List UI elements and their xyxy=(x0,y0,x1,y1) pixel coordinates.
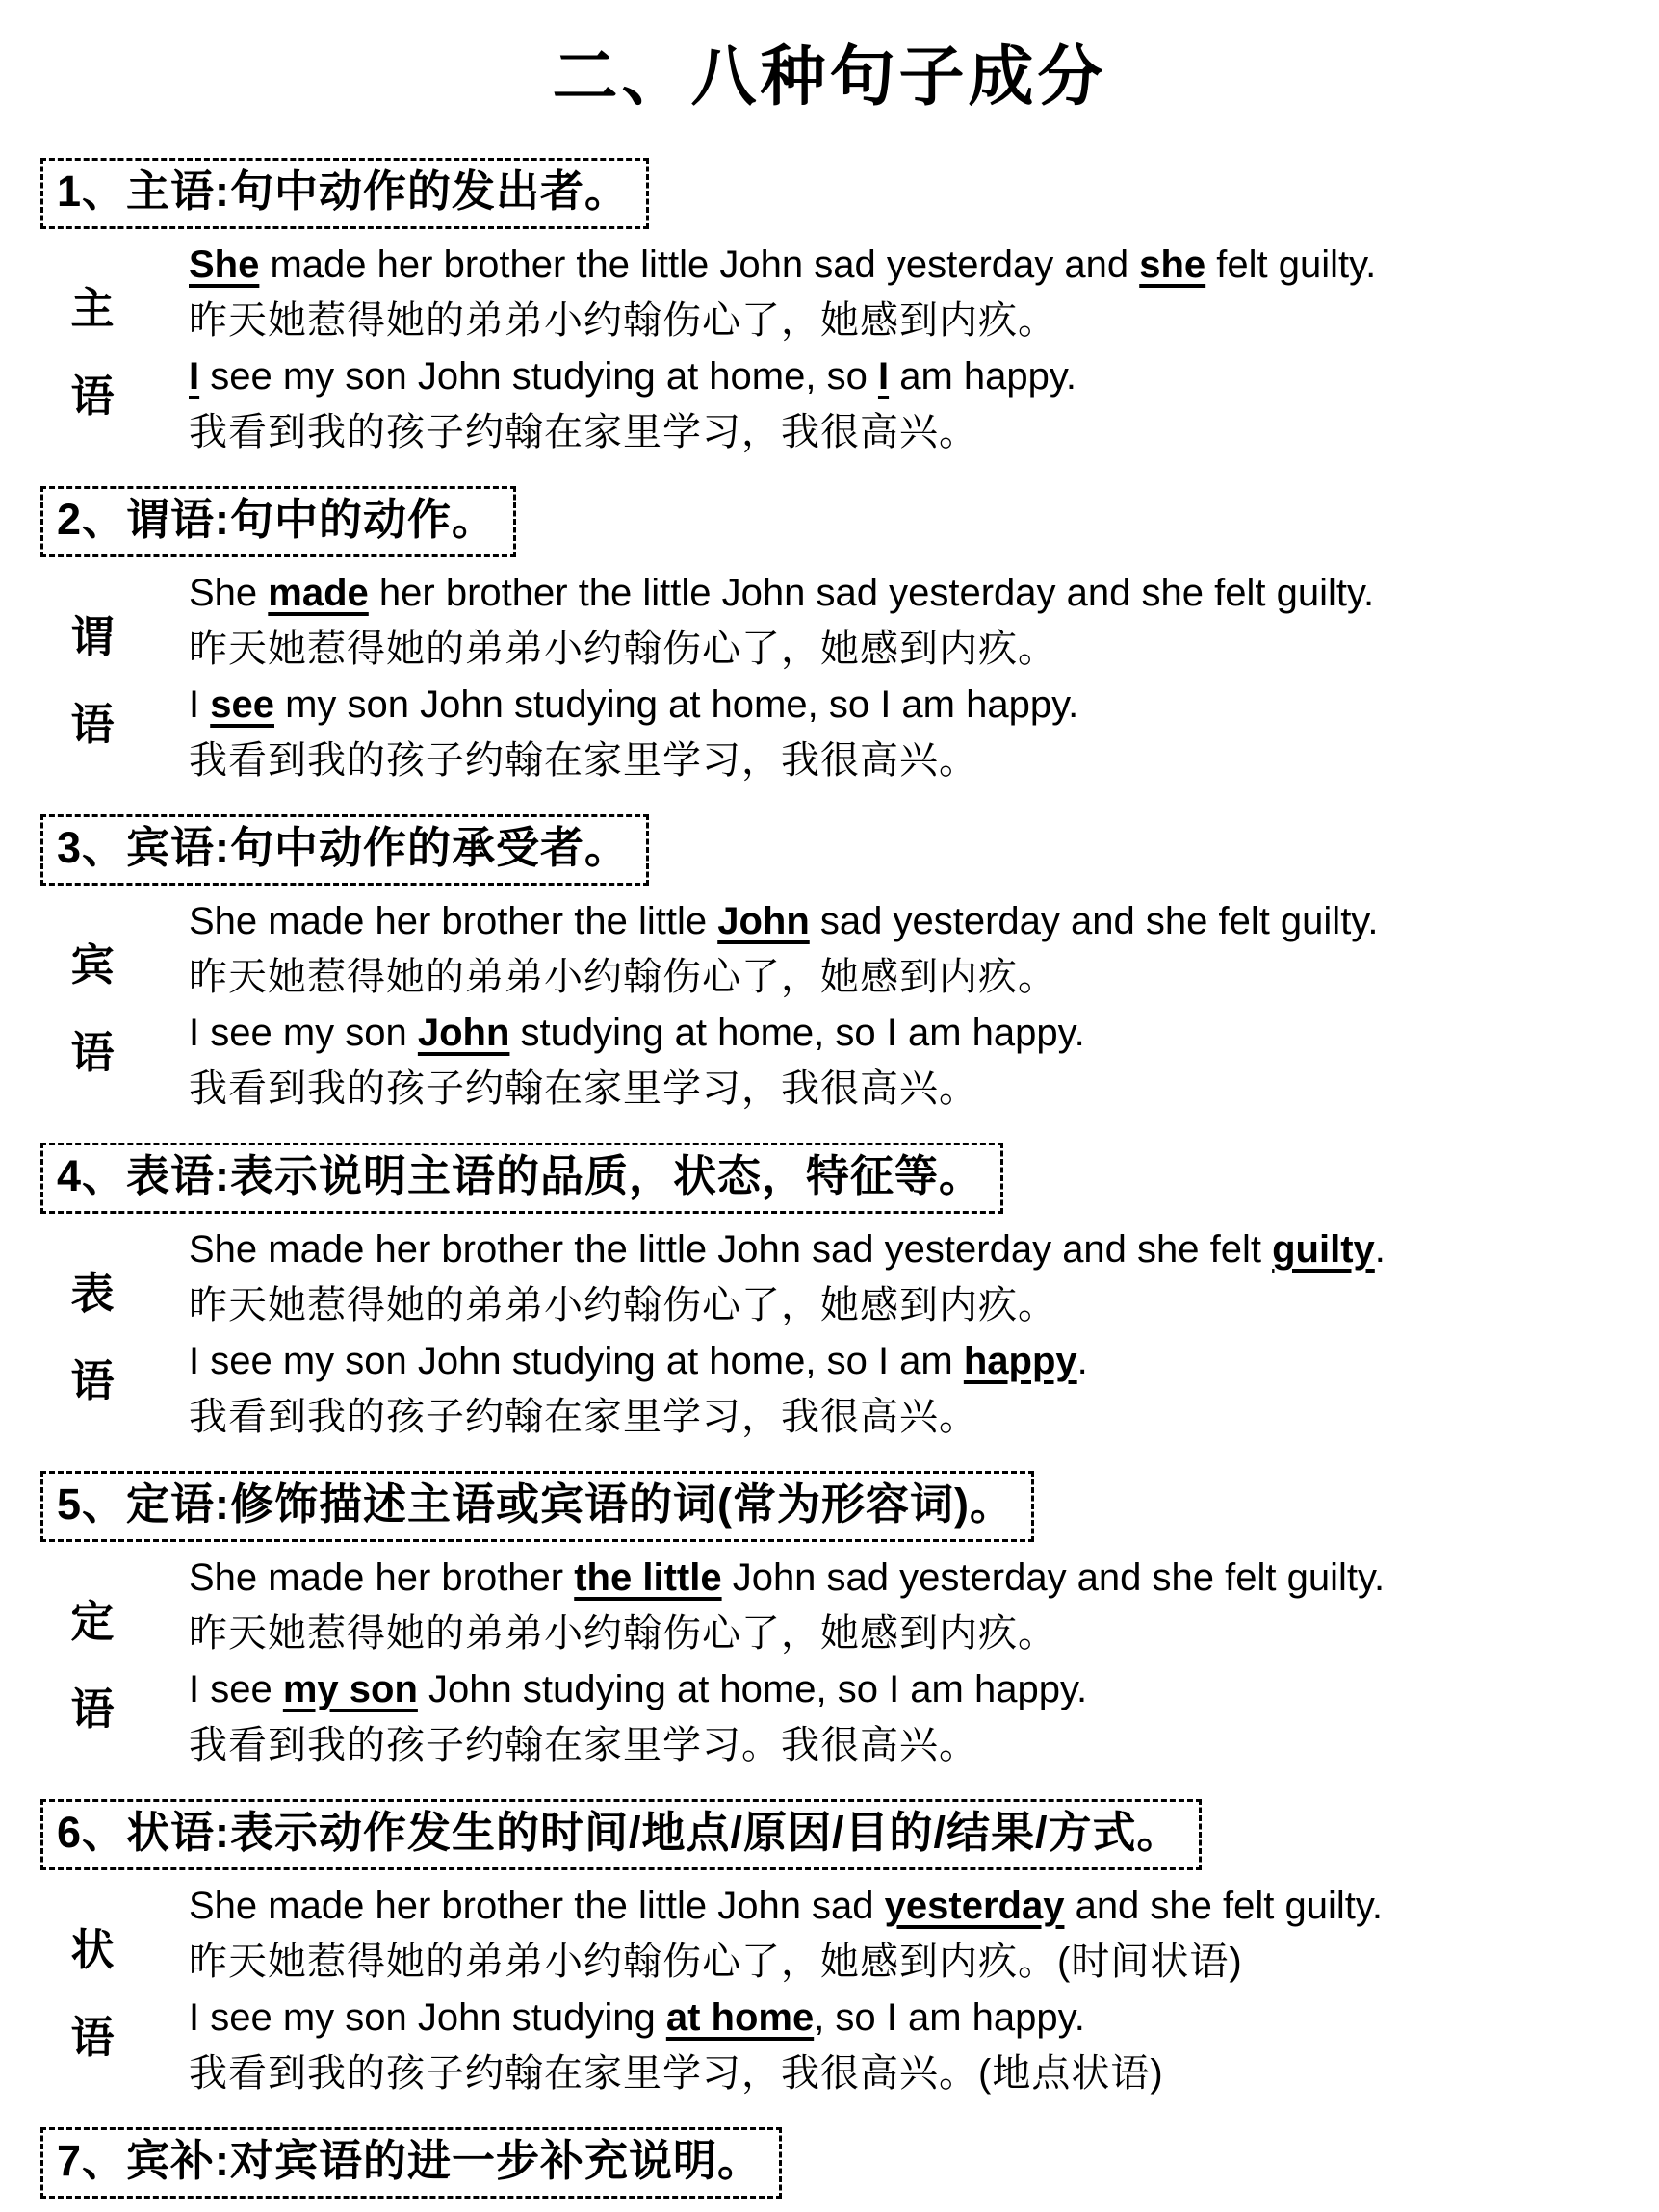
example-line-zh xyxy=(189,1717,1640,1773)
emphasized-word: made xyxy=(268,572,369,614)
side-label-char: 表 xyxy=(70,1269,115,1318)
plain-text: John studying at home, so I am happy. xyxy=(417,1668,1088,1710)
side-label-char: 谓 xyxy=(70,612,115,661)
example-lines xyxy=(189,1878,1640,2101)
plain-text: I see my son John studying at home, so I am xyxy=(189,1340,964,1382)
section-header-box: 6、状语:表示动作发生的时间/地点/原因/目的/结果/方式。 xyxy=(40,1799,1202,1870)
example-line-zh xyxy=(189,293,1640,348)
plain-text: . xyxy=(1374,1228,1386,1271)
emphasized-word: she xyxy=(1139,244,1206,286)
plain-text: 我看到我的孩子约翰在家里学习，我很高兴。 xyxy=(189,1067,978,1110)
side-label-char: 语 xyxy=(70,372,115,421)
section-header-box: 2、谓语:句中的动作。 xyxy=(40,486,516,557)
section-predicative xyxy=(0,1143,1659,1445)
example-line-en xyxy=(189,1990,1640,2045)
sections-list xyxy=(0,158,1659,2199)
emphasized-word: the little xyxy=(574,1556,722,1599)
plain-text: 我看到我的孩子约翰在家里学习。我很高兴。 xyxy=(189,1724,978,1766)
example-line-zh xyxy=(189,949,1640,1005)
side-label-char: 主 xyxy=(70,284,115,333)
emphasized-word: happy xyxy=(963,1340,1077,1382)
example-lines xyxy=(189,893,1640,1117)
plain-text: 昨天她惹得她的弟弟小约翰伤心了，她感到内疚。 xyxy=(189,1612,1057,1655)
section-header-box: 3、宾语:句中动作的承受者。 xyxy=(40,814,649,886)
plain-text: John sad yesterday and she felt guilty. xyxy=(721,1556,1386,1599)
emphasized-word: see xyxy=(210,683,274,726)
example-lines xyxy=(189,1222,1640,1445)
plain-text: 我看到我的孩子约翰在家里学习，我很高兴。 xyxy=(189,739,978,782)
example-line-zh xyxy=(189,1389,1640,1445)
section-side-label xyxy=(0,565,185,788)
side-label-char: 语 xyxy=(70,2013,115,2062)
example-line-en xyxy=(189,565,1640,621)
example-lines xyxy=(189,237,1640,460)
example-line-en xyxy=(189,1333,1640,1389)
section-content xyxy=(0,1550,1659,1773)
side-label-char: 语 xyxy=(70,1356,115,1405)
plain-text: 我看到我的孩子约翰在家里学习，我很高兴。 xyxy=(189,411,978,453)
section-header-box: 4、表语:表示说明主语的品质，状态，特征等。 xyxy=(40,1143,1003,1214)
section-header-box: 1、主语:句中动作的发出者。 xyxy=(40,158,649,229)
section-content xyxy=(0,1222,1659,1445)
example-line-zh xyxy=(189,404,1640,460)
example-line-zh xyxy=(189,621,1640,677)
emphasized-word: my son xyxy=(282,1668,418,1710)
section-subject xyxy=(0,158,1659,460)
example-line-en xyxy=(189,677,1640,733)
plain-text: 昨天她惹得她的弟弟小约翰伤心了，她感到内疚。 xyxy=(189,299,1057,342)
section-adverbial xyxy=(0,1799,1659,2101)
example-line-zh xyxy=(189,1934,1640,1990)
plain-text: . xyxy=(1076,1340,1088,1382)
plain-text: studying at home, so I am happy. xyxy=(509,1012,1085,1054)
plain-text: my son John studying at home, so I am happy. xyxy=(273,683,1079,726)
page-title: 二、八种句子成分 xyxy=(552,40,1107,114)
emphasized-word: John xyxy=(717,900,810,942)
plain-text: 我看到我的孩子约翰在家里学习，我很高兴。(地点状语) xyxy=(189,2052,1164,2095)
emphasized-word: I xyxy=(189,355,200,398)
section-header-box: 5、定语:修饰描述主语或宾语的词(常为形容词)。 xyxy=(40,1471,1034,1542)
side-label-char: 定 xyxy=(70,1597,115,1646)
plain-text: She made her brother the little John sad yesterday and she felt xyxy=(189,1228,1273,1271)
section-content xyxy=(0,893,1659,1117)
plain-text: I xyxy=(189,683,211,726)
section-side-label xyxy=(0,893,185,1117)
emphasized-word: yesterday xyxy=(884,1885,1065,1927)
section-side-label xyxy=(0,1550,185,1773)
plain-text: She made her brother the little John sad xyxy=(189,1885,885,1927)
emphasized-word: She xyxy=(189,244,260,286)
example-line-zh xyxy=(189,733,1640,788)
example-line-en xyxy=(189,1550,1640,1606)
section-content xyxy=(0,565,1659,788)
side-label-char: 语 xyxy=(70,1685,115,1734)
plain-text: 昨天她惹得她的弟弟小约翰伤心了，她感到内疚。 xyxy=(189,1284,1057,1326)
example-lines xyxy=(189,565,1640,788)
emphasized-word: at home xyxy=(665,1996,815,2039)
plain-text: She made her brother xyxy=(189,1556,575,1599)
plain-text: 昨天她惹得她的弟弟小约翰伤心了，她感到内疚。 xyxy=(189,628,1057,670)
section-predicate xyxy=(0,486,1659,788)
example-line-en xyxy=(189,1222,1640,1277)
section-header-box: 7、宾补:对宾语的进一步补充说明。 xyxy=(40,2127,782,2199)
plain-text: felt guilty. xyxy=(1205,244,1377,286)
emphasized-word: I xyxy=(877,355,890,398)
section-content xyxy=(0,1878,1659,2101)
section-side-label xyxy=(0,1222,185,1445)
example-line-en xyxy=(189,1878,1640,1934)
example-line-en xyxy=(189,893,1640,949)
plain-text: her brother the little John sad yesterday and she felt guilty. xyxy=(368,572,1375,614)
section-object xyxy=(0,814,1659,1117)
example-line-en xyxy=(189,237,1640,293)
example-line-zh xyxy=(189,1061,1640,1117)
emphasized-word: John xyxy=(417,1012,510,1054)
side-label-char: 语 xyxy=(70,700,115,749)
plain-text: 昨天她惹得她的弟弟小约翰伤心了，她感到内疚。 xyxy=(189,956,1057,998)
plain-text: and she felt guilty. xyxy=(1064,1885,1384,1927)
section-side-label xyxy=(0,1878,185,2101)
plain-text: , so I am happy. xyxy=(814,1996,1085,2039)
example-line-en xyxy=(189,1661,1640,1717)
example-line-en xyxy=(189,1005,1640,1061)
plain-text: see my son John studying at home, so xyxy=(199,355,878,398)
plain-text: She xyxy=(189,572,269,614)
example-line-zh xyxy=(189,2045,1640,2101)
plain-text: am happy. xyxy=(889,355,1076,398)
section-side-label xyxy=(0,237,185,460)
example-line-zh xyxy=(189,1606,1640,1661)
plain-text: made her brother the little John sad yesterday and xyxy=(259,244,1140,286)
plain-text: I see my son xyxy=(189,1012,418,1054)
example-line-en xyxy=(189,348,1640,404)
section-object-complement xyxy=(0,2127,1659,2199)
side-label-char: 宾 xyxy=(70,940,115,990)
section-content xyxy=(0,237,1659,460)
example-lines xyxy=(189,1550,1640,1773)
plain-text: sad yesterday and she felt guilty. xyxy=(809,900,1379,942)
plain-text: 昨天她惹得她的弟弟小约翰伤心了，她感到内疚。(时间状语) xyxy=(189,1941,1243,1983)
side-label-char: 语 xyxy=(70,1028,115,1077)
example-line-zh xyxy=(189,1277,1640,1333)
section-attributive xyxy=(0,1471,1659,1773)
plain-text: I see my son John studying xyxy=(189,1996,666,2039)
plain-text: I see xyxy=(189,1668,283,1710)
plain-text: 我看到我的孩子约翰在家里学习，我很高兴。 xyxy=(189,1396,978,1438)
plain-text: She made her brother the little xyxy=(189,900,718,942)
emphasized-word: guilty xyxy=(1272,1228,1375,1271)
side-label-char: 状 xyxy=(70,1925,115,1974)
